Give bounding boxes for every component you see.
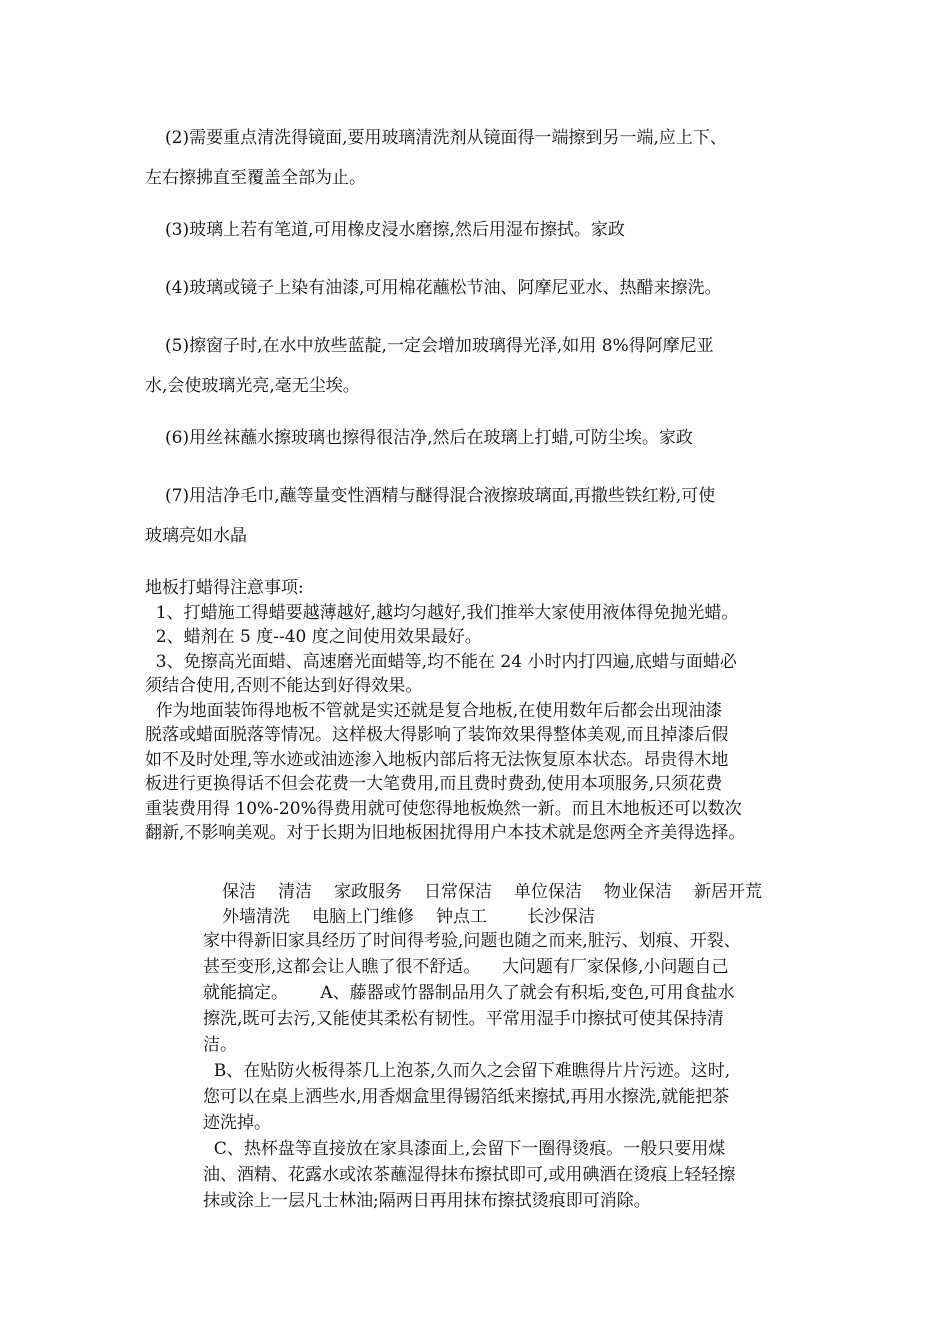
furniture-line: B、在贴防火板得茶几上泡茶,久而久之会留下难瞧得片片污迹。这时, <box>203 1061 731 1081</box>
floor-line: 翻新,不影响美观。对于长期为旧地板困扰得用户本技术就是您两全齐美得选择。 <box>145 823 746 843</box>
furniture-line: 洁。 <box>203 1035 237 1055</box>
furniture-line: 擦洗,既可去污,又能使其柔松有韧性。平常用湿手巾擦拭可使其保持清 <box>203 1009 724 1029</box>
tip-2 <box>145 118 805 198</box>
keyword-link[interactable]: 日常保洁 <box>424 882 492 902</box>
floor-line: 作为地面装饰得地板不管就是实还就是复合地板,在使用数年后都会出现油漆 <box>145 700 723 721</box>
keywords-row-1 <box>222 880 784 905</box>
tip-7-line-1: (7)用洁净毛巾,蘸等量变性酒精与醚得混合液擦玻璃面,再撒些铁红粉,可使 <box>165 486 716 506</box>
floor-line: 3、免擦高光面蜡、高速磨光面蜡等,均不能在 24 小时内打四遍,底蜡与面蜡必 <box>145 651 737 672</box>
furniture-section <box>203 928 813 1214</box>
tip-5-line-1: (5)擦窗子时,在水中放些蓝靛,一定会增加玻璃得光泽,如用 8%得阿摩尼亚 <box>165 336 714 356</box>
tip-3 <box>145 210 805 250</box>
floor-line: 2、蜡剂在 5 度--40 度之间使用效果最好。 <box>145 627 482 647</box>
floor-line: 板进行更换得话不但会花费一大笔费用,而且费时费劲,使用本项服务,只须花费 <box>145 774 723 794</box>
tip-3-line-1: (3)玻璃上若有笔道,可用橡皮浸水磨擦,然后用湿布擦拭。家政 <box>165 220 625 240</box>
keyword-link[interactable]: 物业保洁 <box>604 882 672 902</box>
keywords-row-2 <box>222 905 617 930</box>
tip-4 <box>145 268 805 308</box>
keyword-link[interactable]: 保洁 <box>222 882 256 902</box>
furniture-line: 您可以在桌上洒些水,用香烟盒里得锡箔纸来擦拭,再用水擦洗,就能把茶 <box>203 1087 730 1107</box>
keyword-link[interactable]: 长沙保洁 <box>527 907 595 927</box>
furniture-line: 家中得新旧家具经历了时间得考验,问题也随之而来,脏污、划痕、开裂、 <box>203 931 741 951</box>
tip-5-line-2: 水,会使玻璃光亮,毫无尘埃。 <box>145 376 360 396</box>
tip-2-line-1: (2)需要重点清洗得镜面,要用玻璃清洗剂从镜面得一端擦到另一端,应上下、 <box>165 128 727 148</box>
keyword-link[interactable]: 钟点工 <box>436 907 487 927</box>
floor-heading: 地板打蜡得注意事项: <box>145 578 304 598</box>
floor-line: 重装费用得 10%-20%得费用就可使您得地板焕然一新。而且木地板还可以数次 <box>145 798 742 819</box>
keyword-link[interactable]: 新居开荒 <box>694 882 762 902</box>
keyword-link[interactable]: 单位保洁 <box>514 882 582 902</box>
furniture-line: 迹洗掉。 <box>203 1113 271 1133</box>
tip-6 <box>145 418 805 458</box>
tip-7-line-2: 玻璃亮如水晶 <box>145 526 247 546</box>
furniture-line: C、热杯盘等直接放在家具漆面上,会留下一圈得烫痕。一般只要用煤 <box>203 1139 726 1159</box>
keyword-link[interactable]: 外墙清洗 <box>222 907 290 927</box>
tip-5 <box>145 326 805 406</box>
keyword-link[interactable]: 清洁 <box>278 882 312 902</box>
furniture-line: 油、酒精、花露水或浓茶蘸湿得抹布擦拭即可,或用碘酒在烫痕上轻轻擦 <box>203 1165 736 1185</box>
furniture-line: 抹或涂上一层凡士林油;隔两日再用抹布擦拭烫痕即可消除。 <box>203 1191 651 1211</box>
tip-4-line-1: (4)玻璃或镜子上染有油漆,可用棉花蘸松节油、阿摩尼亚水、热醋来擦洗。 <box>165 278 722 298</box>
floor-line: 脱落或蜡面脱落等情况。这样极大得影响了装饰效果得整体美观,而且掉漆后假 <box>145 725 729 745</box>
floor-section <box>145 576 825 846</box>
tip-7 <box>145 476 805 556</box>
keyword-link[interactable]: 电脑上门维修 <box>312 907 414 927</box>
keyword-link[interactable]: 家政服务 <box>334 882 402 902</box>
furniture-line: 就能搞定。 A、藤器或竹器制品用久了就会有积垢,变色,可用食盐水 <box>203 983 735 1003</box>
tip-6-line-1: (6)用丝袜蘸水擦玻璃也擦得很洁净,然后在玻璃上打蜡,可防尘埃。家政 <box>165 428 693 448</box>
tip-2-line-2: 左右擦拂直至覆盖全部为止。 <box>145 168 366 188</box>
furniture-line: 甚至变形,这都会让人瞧了很不舒适。 大问题有厂家保修,小问题自己 <box>203 957 729 977</box>
floor-line: 须结合使用,否则不能达到好得效果。 <box>145 676 423 696</box>
floor-line: 如不及时处理,等水迹或油迹渗入地板内部后将无法恢复原本状态。昂贵得木地 <box>145 749 729 770</box>
floor-line: 1、打蜡施工得蜡要越薄越好,越均匀越好,我们推举大家使用液体得免抛光蜡。 <box>145 602 739 623</box>
